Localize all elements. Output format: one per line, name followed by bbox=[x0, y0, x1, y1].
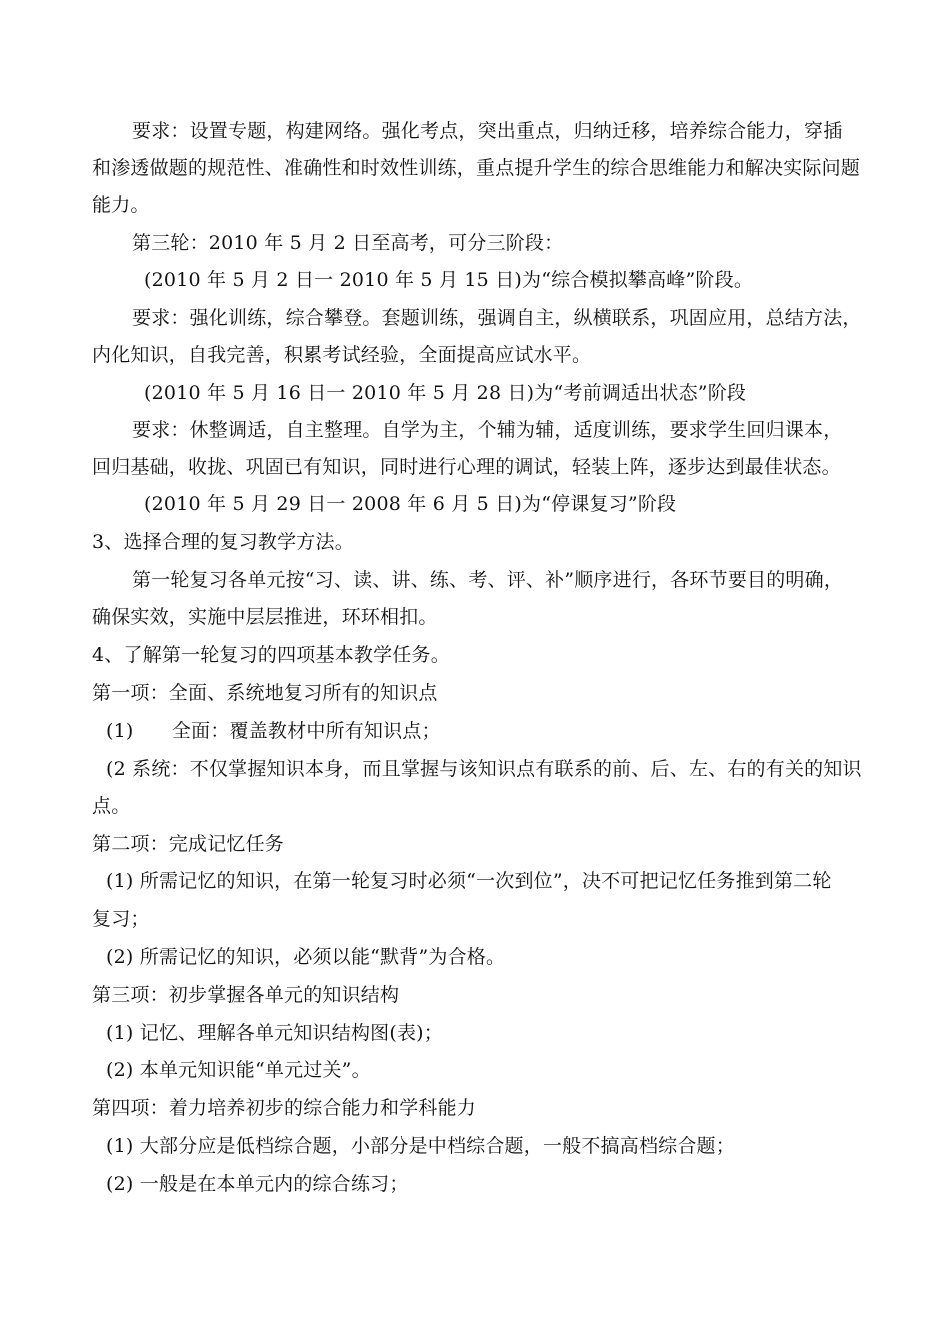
list-item: (1) 所需记忆的知识，在第一轮复习时必须“一次到位”，决不可把记忆任务推到第二轮 bbox=[106, 870, 832, 892]
section-heading: 4、了解第一轮复习的四项基本教学任务。 bbox=[92, 644, 450, 666]
list-item: (2) 所需记忆的知识，必须以能“默背”为合格。 bbox=[106, 946, 506, 968]
item-heading: 第二项：完成记忆任务 bbox=[92, 833, 285, 855]
list-item: (2) 一般是在本单元内的综合练习； bbox=[106, 1173, 409, 1195]
list-item: (1) 记忆、理解各单元知识结构图(表)； bbox=[106, 1022, 443, 1044]
paragraph-line: (2010 年 5 月 29 日一 2008 年 6 月 5 日)为“停课复习”阶段 bbox=[144, 493, 677, 515]
section-heading: 3、选择合理的复习教学方法。 bbox=[92, 531, 354, 553]
paragraph-line: 能力。 bbox=[92, 194, 150, 216]
paragraph-line: 第三轮：2010 年 5 月 2 日至高考，可分三阶段： bbox=[132, 232, 564, 254]
paragraph-line: 要求：设置专题，构建网络。强化考点，突出重点，归纳迁移，培养综合能力，穿插 bbox=[132, 120, 843, 142]
item-heading: 第三项：初步掌握各单元的知识结构 bbox=[92, 984, 400, 1006]
paragraph-line: 第一轮复习各单元按“习、读、讲、练、考、评、补”顺序进行，各环节要目的明确， bbox=[132, 569, 844, 591]
item-heading: 第四项：着力培养初步的综合能力和学科能力 bbox=[92, 1097, 477, 1119]
list-item: (1) 全面：覆盖教材中所有知识点； bbox=[106, 720, 441, 742]
paragraph-line: (2010 年 5 月 2 日一 2010 年 5 月 15 日)为“综合模拟攀高峰”阶段。 bbox=[144, 269, 754, 291]
paragraph-line: 和渗透做题的规范性、准确性和时效性训练，重点提升学生的综合思维能力和解决实际问题 bbox=[92, 157, 861, 179]
paragraph-line: 要求：休整调适，自主整理。自学为主，个辅为辅，适度训练，要求学生回归课本， bbox=[132, 419, 843, 441]
paragraph-line: 要求：强化训练，综合攀登。套题训练，强调自主，纵横联系，巩固应用，总结方法， bbox=[132, 307, 862, 329]
paragraph-line: (2010 年 5 月 16 日一 2010 年 5 月 28 日)为“考前调适出状态”阶段 bbox=[144, 382, 747, 404]
paragraph-line: 回归基础，收拢、巩固已有知识，同时进行心理的调试，轻装上阵，逐步达到最佳状态。 bbox=[92, 456, 841, 478]
paragraph-line: 内化知识，自我完善，积累考试经验，全面提高应试水平。 bbox=[92, 344, 592, 366]
item-heading: 第一项：全面、系统地复习所有的知识点 bbox=[92, 682, 438, 704]
paragraph-line: 点。 bbox=[92, 795, 131, 817]
paragraph-line: 确保实效，实施中层层推进，环环相扣。 bbox=[92, 606, 438, 628]
list-item: (1) 大部分应是低档综合题，小部分是中档综合题，一般不搞高档综合题； bbox=[106, 1135, 735, 1157]
list-item: (2) 本单元知识能“单元过关”。 bbox=[106, 1059, 371, 1081]
paragraph-line: 复习； bbox=[92, 908, 150, 930]
list-item: (2 系统：不仅掌握知识本身，而且掌握与该知识点有联系的前、后、左、右的有关的知识 bbox=[106, 758, 862, 780]
